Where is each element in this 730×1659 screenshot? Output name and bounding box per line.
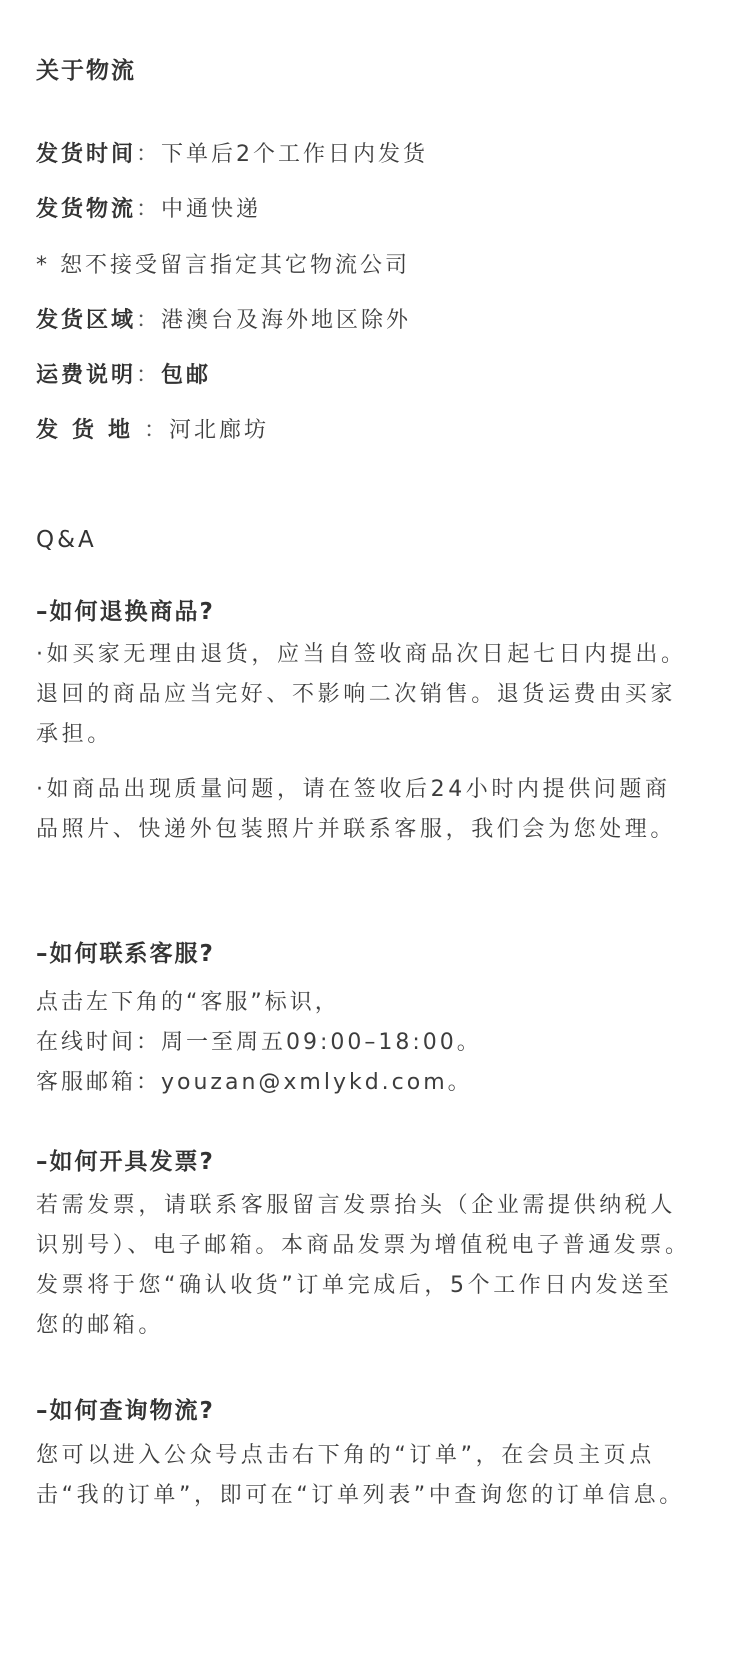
separator: ： xyxy=(136,308,162,333)
origin-value: 河北廊坊 xyxy=(169,418,270,443)
tracking-paragraph: 您可以进入公众号点击右下角的“订单”，在会员主页点击“我的订单”，即可在“订单列表”中查询您的订单信息。 xyxy=(36,1443,685,1508)
service-question: –如何联系客服? xyxy=(36,941,215,967)
invoice-question: –如何开具发票? xyxy=(36,1149,215,1175)
origin-label: 发货地 xyxy=(36,418,145,443)
freight-label: 运费说明 xyxy=(36,363,137,388)
service-line-1: 点击左下角的“客服”标识， xyxy=(36,990,340,1015)
ship-region-row xyxy=(36,303,411,334)
invoice-paragraph: 若需发票，请联系客服留言发票抬头（企业需提供纳税人识别号）、电子邮箱。本商品发票为增值税电子普通发票。发票将于您“确认收货”订单完成后，5个工作日内发送至您的邮箱。 xyxy=(36,1193,691,1338)
service-hours: 在线时间：周一至周五09:00–18:00。 xyxy=(36,1030,482,1055)
origin-row xyxy=(36,413,269,444)
ship-time-value: 下单后2个工作日内发货 xyxy=(161,142,429,167)
separator: ： xyxy=(144,418,170,443)
ship-carrier-row xyxy=(36,192,261,223)
return-paragraph-2: ·如商品出现质量问题，请在签收后24小时内提供问题商品照片、快递外包装照片并联系客服，我们会为您处理。 xyxy=(36,777,677,842)
service-email: 客服邮箱：youzan@xmlykd.com。 xyxy=(36,1070,473,1095)
freight-row xyxy=(36,358,211,389)
freight-value: 包邮 xyxy=(161,363,212,388)
carrier-note: * 恕不接受留言指定其它物流公司 xyxy=(36,253,410,278)
ship-time-label: 发货时间 xyxy=(36,142,137,167)
logistics-heading: 关于物流 xyxy=(36,58,136,84)
separator: ： xyxy=(136,142,162,167)
ship-carrier-label: 发货物流 xyxy=(36,197,137,222)
ship-region-value: 港澳台及海外地区除外 xyxy=(161,308,412,333)
ship-carrier-value: 中通快递 xyxy=(161,197,262,222)
qa-heading: Q&A xyxy=(36,527,97,553)
ship-region-label: 发货区域 xyxy=(36,308,137,333)
tracking-question: –如何查询物流? xyxy=(36,1398,215,1424)
return-question: –如何退换商品? xyxy=(36,599,215,625)
ship-time-row xyxy=(36,137,428,168)
return-paragraph-1: ·如买家无理由退货，应当自签收商品次日起七日内提出。退回的商品应当完好、不影响二次销售。退货运费由买家承担。 xyxy=(36,642,687,747)
separator: ： xyxy=(136,197,162,222)
separator: ： xyxy=(136,363,162,388)
